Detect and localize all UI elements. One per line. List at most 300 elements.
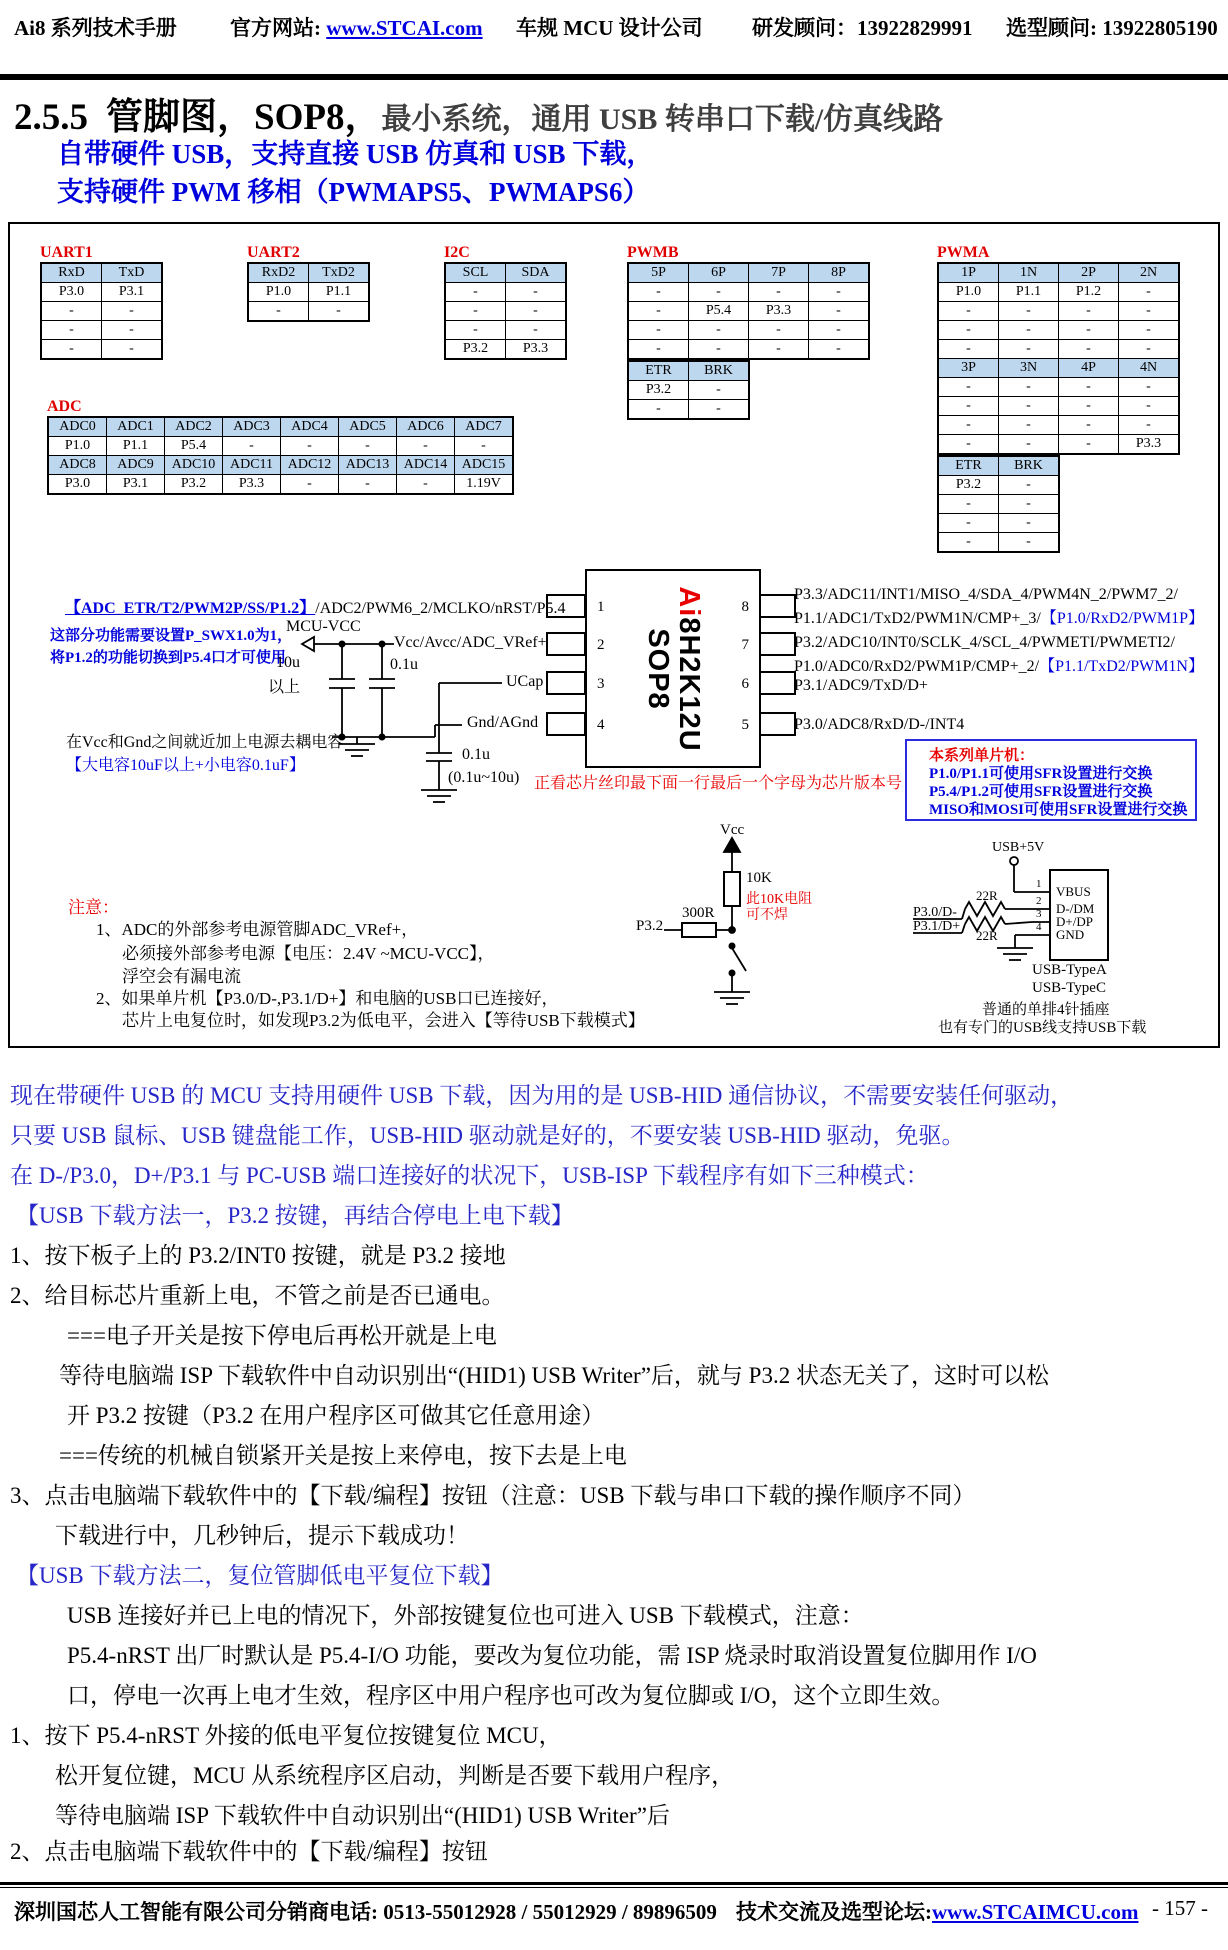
pwmb-etr-table bbox=[627, 360, 750, 420]
table-cell: - bbox=[938, 378, 999, 397]
table-cell: P3.0 bbox=[48, 475, 107, 495]
table-cell: - bbox=[628, 340, 689, 360]
pin8-label-line1: P3.3/ADC11/INT1/MISO_4/SDA_4/PWM4N_2/PWM7_2/ bbox=[794, 586, 1178, 603]
table-row bbox=[628, 321, 869, 340]
subtitle-line1: 自带硬件 USB，支持直接 USB 仿真和 USB 下载， bbox=[57, 139, 654, 169]
table-cell: P3.3 bbox=[506, 340, 567, 360]
table-cell: - bbox=[281, 475, 339, 495]
i2c-pin-table bbox=[444, 262, 567, 360]
conn-note1: 普通的单排4针插座 bbox=[982, 1002, 1110, 1018]
table-cell: - bbox=[1059, 302, 1119, 321]
conn-pin2: 2 bbox=[1036, 895, 1042, 907]
table-cell: - bbox=[809, 340, 870, 360]
table-cell: - bbox=[1059, 397, 1119, 416]
subtitle-line2: 支持硬件 PWM 移相（PWMAPS5、PWMAPS6） bbox=[57, 177, 650, 207]
table-row bbox=[938, 397, 1179, 416]
table-cell: P3.3 bbox=[1119, 435, 1180, 455]
table-header-row bbox=[48, 417, 513, 437]
adc-pin-table bbox=[47, 416, 514, 495]
table-row bbox=[41, 302, 162, 321]
column-header-cell: ADC5 bbox=[339, 417, 397, 437]
r22-top-label: 22R bbox=[976, 888, 998, 903]
table-cell: - bbox=[749, 340, 809, 360]
table-cell: - bbox=[445, 302, 506, 321]
table-row bbox=[445, 283, 566, 302]
table-row bbox=[938, 416, 1179, 435]
table-header-row bbox=[445, 263, 566, 283]
table-row bbox=[938, 302, 1179, 321]
column-header-cell: 4N bbox=[1119, 359, 1180, 378]
body-line: ===传统的机械自锁紧开关是按上来停电，按下去是上电 bbox=[59, 1443, 627, 1468]
pin7-label-line2 bbox=[794, 653, 1204, 676]
table-cell: - bbox=[809, 302, 870, 321]
table-row bbox=[41, 340, 162, 360]
table-row bbox=[938, 514, 1059, 533]
r300-label: 300R bbox=[682, 905, 715, 921]
table-cell: - bbox=[689, 321, 749, 340]
section-number: 2.5.5 bbox=[14, 97, 88, 138]
table-cell: - bbox=[1119, 378, 1180, 397]
body-line: ===电子开关是按下停电后再松开就是上电 bbox=[67, 1323, 497, 1348]
p30-dminus-label: P3.0/D- bbox=[913, 905, 957, 920]
conn-pin3: 3 bbox=[1036, 908, 1042, 920]
pwma-title: PWMA bbox=[937, 244, 990, 261]
table-cell: - bbox=[102, 302, 163, 321]
column-header-cell: RxD2 bbox=[248, 263, 309, 283]
table-row bbox=[628, 340, 869, 360]
conn-note2: 也有专门的USB线支持USB下载 bbox=[938, 1020, 1147, 1036]
table-header-row bbox=[938, 263, 1179, 283]
uart2-title: UART2 bbox=[247, 244, 300, 261]
table-cell: - bbox=[938, 416, 999, 435]
body-line: 等待电脑端 ISP 下载软件中自动识别出“(HID1) USB Writer”后，就与 P3.2 状态无关了，这时可以松 bbox=[59, 1363, 1049, 1388]
table-cell: - bbox=[938, 533, 999, 553]
conn-dp-label: D+/DP bbox=[1056, 914, 1093, 929]
table-cell: - bbox=[1119, 302, 1180, 321]
body-line: 【USB 下载方法二，复位管脚低电平复位下载】 bbox=[16, 1563, 504, 1588]
footer-company: 深圳国芯人工智能有限公司 bbox=[14, 1900, 266, 1924]
table-cell: P3.3 bbox=[749, 302, 809, 321]
chip-model: 8H2K12U bbox=[673, 616, 705, 752]
table-cell: P1.2 bbox=[1059, 283, 1119, 302]
table-cell: - bbox=[999, 416, 1059, 435]
table-cell: 1.19V bbox=[455, 475, 514, 495]
body-line: 下载进行中，几秒钟后，提示下载成功！ bbox=[55, 1523, 469, 1548]
column-header-cell: ADC8 bbox=[48, 456, 107, 475]
i2c-title: I2C bbox=[444, 244, 470, 261]
selection-contact: 选型顾问: 13922805190 bbox=[1006, 16, 1218, 40]
table-row bbox=[938, 340, 1179, 359]
table-cell: - bbox=[689, 381, 750, 400]
conn-pin4: 4 bbox=[1036, 921, 1042, 933]
table-cell: P1.1 bbox=[999, 283, 1059, 302]
body-line: 口，停电一次再上电才生效，程序区中用户程序也可改为复位脚或 I/O，这个立即生效。 bbox=[67, 1683, 955, 1708]
section-title-main: 管脚图，SOP8， bbox=[106, 97, 382, 138]
forum-label: 技术交流及选型论坛: bbox=[736, 1900, 932, 1924]
series-heading: 本系列单片机： bbox=[929, 748, 1035, 764]
pin-number-6: 6 bbox=[741, 676, 749, 692]
column-header-cell: ETR bbox=[628, 361, 689, 381]
table-cell: - bbox=[309, 302, 370, 322]
table-cell: - bbox=[1119, 340, 1180, 359]
chip-package: SOP8 bbox=[642, 627, 674, 710]
pin8-label-line2-blue: 【P1.0/RxD2/PWM1P】 bbox=[1040, 610, 1204, 627]
table-row bbox=[41, 321, 162, 340]
pwma-pin-table bbox=[937, 262, 1180, 455]
table-row bbox=[628, 283, 869, 302]
table-cell: P3.2 bbox=[445, 340, 506, 360]
conn-gnd-label: GND bbox=[1056, 927, 1085, 942]
table-cell: - bbox=[445, 321, 506, 340]
table-row bbox=[445, 302, 566, 321]
body-line: 2、给目标芯片重新上电，不管之前是否已通电。 bbox=[10, 1283, 505, 1308]
table-cell: - bbox=[506, 283, 567, 302]
cap-01u-label: 0.1u bbox=[390, 656, 418, 673]
body-line: 1、按下板子上的 P3.2/INT0 按键，就是 P3.2 接地 bbox=[10, 1243, 506, 1268]
column-header-cell: 2P bbox=[1059, 263, 1119, 283]
column-header-cell: ADC4 bbox=[281, 417, 339, 437]
column-header-cell: ADC3 bbox=[223, 417, 281, 437]
usb5v-label: USB+5V bbox=[992, 840, 1045, 855]
pwmb-table bbox=[627, 244, 870, 420]
table-cell: - bbox=[689, 340, 749, 360]
r10k-note1: 此10K电阻 bbox=[746, 892, 813, 907]
table-row bbox=[938, 283, 1179, 302]
table-cell: - bbox=[41, 302, 102, 321]
table-cell: P3.3 bbox=[223, 475, 281, 495]
table-cell: - bbox=[339, 437, 397, 456]
column-header-cell: 3N bbox=[999, 359, 1059, 378]
table-cell: - bbox=[1119, 321, 1180, 340]
i2c-table bbox=[444, 244, 567, 360]
table-cell: - bbox=[999, 340, 1059, 359]
table-header-row bbox=[628, 263, 869, 283]
table-cell: - bbox=[938, 321, 999, 340]
table-row bbox=[938, 435, 1179, 455]
table-cell: P3.1 bbox=[102, 283, 163, 302]
series-info-box bbox=[905, 739, 1197, 821]
column-header-cell: ADC10 bbox=[165, 456, 223, 475]
table-cell: - bbox=[339, 475, 397, 495]
pin-number-2: 2 bbox=[597, 637, 605, 653]
official-site-link[interactable]: www.STCAI.com bbox=[326, 16, 483, 40]
table-cell: - bbox=[1119, 397, 1180, 416]
table-row bbox=[48, 437, 513, 456]
table-row bbox=[938, 495, 1059, 514]
note-line5: 芯片上电复位时，如发现P3.2为低电平，会进入【等待USB下载模式】 bbox=[122, 1011, 645, 1030]
body-line: 【USB 下载方法一，P3.2 按键，再结合停电上电下载】 bbox=[16, 1203, 574, 1228]
column-header-cell: ADC2 bbox=[165, 417, 223, 437]
column-header-cell: BRK bbox=[689, 361, 750, 381]
column-header-cell: BRK bbox=[999, 456, 1060, 476]
pin6-label: P3.1/ADC9/TxD/D+ bbox=[794, 677, 928, 694]
table-row bbox=[445, 340, 566, 360]
pin8-label-line2-black: P1.1/ADC1/TxD2/PWM1N/CMP+_3/ bbox=[794, 610, 1041, 627]
column-header-cell: 5P bbox=[628, 263, 689, 283]
section-title-rest: 最小系统，通用 USB 转串口下载/仿真线路 bbox=[381, 103, 944, 136]
ucap-range-label: (0.1u~10u) bbox=[448, 769, 520, 786]
site-label: 官方网站: bbox=[230, 16, 327, 40]
table-cell: P3.0 bbox=[41, 283, 102, 302]
table-cell: - bbox=[455, 437, 514, 456]
mcu-vcc-label: MCU-VCC bbox=[286, 618, 361, 635]
table-cell: P1.1 bbox=[107, 437, 165, 456]
cap-10u-label: 10u bbox=[276, 654, 300, 671]
table-cell: - bbox=[938, 495, 999, 514]
footer-rule-thick bbox=[0, 1882, 1228, 1885]
table-cell: - bbox=[1059, 321, 1119, 340]
table-cell: - bbox=[938, 302, 999, 321]
conn-vbus-label: VBUS bbox=[1056, 884, 1091, 899]
table-cell: - bbox=[102, 321, 163, 340]
table-cell: - bbox=[809, 321, 870, 340]
table-cell: - bbox=[397, 437, 455, 456]
table-row bbox=[628, 381, 749, 400]
pin-number-1: 1 bbox=[597, 599, 605, 615]
table-cell: - bbox=[628, 321, 689, 340]
column-header-cell: ADC0 bbox=[48, 417, 107, 437]
column-header-cell: 4P bbox=[1059, 359, 1119, 378]
cap-10u-label2: 以上 bbox=[268, 679, 301, 696]
table-row bbox=[445, 321, 566, 340]
company-tagline: 车规 MCU 设计公司 bbox=[516, 16, 703, 40]
swx-note-line1: 这部分功能需要设置P_SWX1.0为1， bbox=[50, 628, 293, 644]
table-cell: - bbox=[41, 340, 102, 360]
table-cell: P5.4 bbox=[689, 302, 749, 321]
pin-number-8: 8 bbox=[741, 599, 749, 615]
body-line: 开 P3.2 按键（P3.2 在用户程序区可做其它任意用途） bbox=[67, 1403, 605, 1428]
table-cell: - bbox=[999, 397, 1059, 416]
table-row bbox=[628, 302, 869, 321]
pinout-diagram bbox=[8, 222, 1220, 1048]
pin-number-3: 3 bbox=[597, 676, 605, 692]
column-header-cell: 1N bbox=[999, 263, 1059, 283]
usb-typec-label: USB-TypeC bbox=[1032, 980, 1106, 996]
table-cell: - bbox=[999, 378, 1059, 397]
column-header-cell: ETR bbox=[938, 456, 999, 476]
body-line: 3、点击电脑端下载软件中的【下载/编程】按钮（注意：USB 下载与串口下载的操作顺序不同） bbox=[10, 1483, 976, 1508]
body-line: 只要 USB 鼠标、USB 键盘能工作，USB-HID 驱动就是好的，不要安装 USB-HID 驱动，免驱。 bbox=[10, 1123, 965, 1148]
table-cell: P3.1 bbox=[107, 475, 165, 495]
footer-forum bbox=[736, 1896, 1139, 1926]
column-header-cell: 2N bbox=[1119, 263, 1180, 283]
column-header-cell: SDA bbox=[506, 263, 567, 283]
table-cell: - bbox=[689, 400, 750, 420]
note-line2: 必须接外部参考电源【电压：2.4V ~MCU-VCC】， bbox=[122, 944, 495, 963]
pin5-label: P3.0/ADC8/RxD/D-/INT4 bbox=[794, 716, 965, 733]
table-cell: P3.2 bbox=[165, 475, 223, 495]
table-row bbox=[628, 400, 749, 420]
table-cell: - bbox=[223, 437, 281, 456]
column-header-cell: ADC13 bbox=[339, 456, 397, 475]
table-cell: - bbox=[628, 283, 689, 302]
body-line: 等待电脑端 ISP 下载软件中自动识别出“(HID1) USB Writer”后 bbox=[55, 1803, 670, 1828]
table-cell: - bbox=[749, 283, 809, 302]
uart1-pin-table bbox=[40, 262, 163, 360]
table-row bbox=[938, 533, 1059, 553]
p32-label: P3.2 bbox=[636, 918, 664, 934]
table-cell: P1.0 bbox=[248, 283, 309, 302]
vcc-label: Vcc bbox=[720, 822, 745, 838]
column-header-cell: TxD2 bbox=[309, 263, 370, 283]
table-row bbox=[248, 302, 369, 322]
uart2-pin-table bbox=[247, 262, 370, 322]
column-header-cell: ADC7 bbox=[455, 417, 514, 437]
series-line1: P1.0/P1.1可使用SFR设置进行交换 bbox=[929, 766, 1153, 782]
table-cell: - bbox=[1059, 378, 1119, 397]
table-header-row bbox=[938, 359, 1179, 378]
table-row bbox=[938, 476, 1059, 495]
series-line2: P5.4/P1.2可使用SFR设置进行交换 bbox=[929, 784, 1153, 800]
chip-sop8 bbox=[585, 569, 761, 768]
conn-dm-label: D-/DM bbox=[1056, 901, 1095, 916]
forum-link[interactable]: www.STCAIMCU.com bbox=[932, 1900, 1139, 1924]
table-cell: P1.1 bbox=[309, 283, 370, 302]
table-cell: - bbox=[999, 302, 1059, 321]
table-cell: P3.2 bbox=[628, 381, 689, 400]
table-header-row bbox=[41, 263, 162, 283]
chip-version-note: 正看芯片丝印最下面一行最后一个字母为芯片版本号 bbox=[534, 775, 903, 792]
table-cell: - bbox=[999, 495, 1060, 514]
r22-bottom-label: 22R bbox=[976, 928, 998, 943]
rd-contact: 研发顾问：13922829991 bbox=[752, 16, 973, 40]
table-cell: P3.2 bbox=[938, 476, 999, 495]
table-cell: - bbox=[1059, 435, 1119, 455]
table-cell: - bbox=[749, 321, 809, 340]
series-line3: MISO和MOSI可使用SFR设置进行交换 bbox=[929, 802, 1188, 818]
table-cell: - bbox=[999, 321, 1059, 340]
table-cell: - bbox=[41, 321, 102, 340]
footer-phones: 分销商电话: 0513-55012928 / 55012929 / 89896509 bbox=[266, 1900, 717, 1924]
body-line: P5.4-nRST 出厂时默认是 P5.4-I/O 功能，要改为复位功能，需 ISP 烧录时取消设置复位脚用作 I/O bbox=[67, 1643, 1037, 1668]
pin7-label-line1: P3.2/ADC10/INT0/SCLK_4/SCL_4/PWMETI/PWMETI2/ bbox=[794, 634, 1175, 651]
table-cell: - bbox=[1119, 283, 1180, 302]
p31-dplus-label: P3.1/D+ bbox=[913, 919, 961, 934]
pin-number-4: 4 bbox=[597, 717, 605, 733]
uart1-table bbox=[40, 244, 163, 360]
pin-number-7: 7 bbox=[741, 637, 749, 653]
table-cell: - bbox=[999, 435, 1059, 455]
pin1-alt-function: 【ADC_ETR/T2/PWM2P/SS/P1.2】 bbox=[65, 600, 316, 617]
pin8-label-line2 bbox=[794, 605, 1204, 628]
column-header-cell: ADC1 bbox=[107, 417, 165, 437]
chip-label bbox=[642, 586, 704, 751]
chip-brand: Ai bbox=[673, 585, 705, 617]
table-cell: - bbox=[999, 533, 1060, 553]
column-header-cell: ADC11 bbox=[223, 456, 281, 475]
decoupling-note1: 在Vcc和Gnd之间就近加上电源去耦电容 bbox=[66, 734, 344, 751]
column-header-cell: SCL bbox=[445, 263, 506, 283]
table-row bbox=[938, 378, 1179, 397]
table-cell: - bbox=[397, 475, 455, 495]
table-cell: - bbox=[506, 302, 567, 321]
note-line1: 1、ADC的外部参考电源管脚ADC_VRef+， bbox=[96, 920, 419, 939]
table-cell: - bbox=[445, 283, 506, 302]
footer-rule-thin bbox=[0, 1887, 1228, 1888]
pin4-label: Gnd/AGnd bbox=[467, 714, 539, 731]
adc-table bbox=[47, 398, 514, 495]
notes-heading: 注意： bbox=[68, 898, 119, 917]
column-header-cell: ADC6 bbox=[397, 417, 455, 437]
table-cell: - bbox=[248, 302, 309, 322]
pwmb-title: PWMB bbox=[627, 244, 679, 261]
pwma-etr-table bbox=[937, 455, 1060, 553]
swx-note-line2: 将P1.2的功能切换到P5.4口才可使用 bbox=[50, 650, 286, 666]
column-header-cell: 3P bbox=[938, 359, 999, 378]
header-rule bbox=[0, 74, 1228, 80]
table-cell: - bbox=[809, 283, 870, 302]
table-cell: - bbox=[938, 340, 999, 359]
pin2-label: Vcc/Avcc/ADC_VRef+ bbox=[394, 634, 547, 651]
table-row bbox=[48, 475, 513, 495]
column-header-cell: RxD bbox=[41, 263, 102, 283]
usb-typea-label: USB-TypeA bbox=[1032, 962, 1107, 978]
body-line: 在 D-/P3.0，D+/P3.1 与 PC-USB 端口连接好的状况下，USB-ISP 下载程序有如下三种模式： bbox=[10, 1163, 929, 1188]
body-line: 2、点击电脑端下载软件中的【下载/编程】按钮 bbox=[10, 1839, 488, 1864]
table-cell: - bbox=[938, 435, 999, 455]
table-row bbox=[938, 321, 1179, 340]
table-cell: - bbox=[938, 397, 999, 416]
column-header-cell: TxD bbox=[102, 263, 163, 283]
body-line: 1、按下 P5.4-nRST 外接的低电平复位按键复位 MCU， bbox=[10, 1723, 562, 1748]
table-cell: - bbox=[999, 476, 1060, 495]
table-cell: - bbox=[1059, 416, 1119, 435]
pin3-label: UCap bbox=[506, 673, 544, 690]
pin1-label bbox=[65, 595, 566, 618]
column-header-cell: ADC12 bbox=[281, 456, 339, 475]
table-header-row bbox=[628, 361, 749, 381]
table-cell: - bbox=[506, 321, 567, 340]
pin-number-5: 5 bbox=[741, 717, 749, 733]
r10k-label: 10K bbox=[746, 870, 772, 886]
body-line: 松开复位键，MCU 从系统程序区启动，判断是否要下载用户程序， bbox=[55, 1763, 735, 1788]
page-number: - 157 - bbox=[1152, 1896, 1208, 1920]
official-site bbox=[230, 12, 483, 42]
pin7-label-line2-blue: 【P1.1/TxD2/PWM1N】 bbox=[1039, 658, 1204, 675]
table-cell: - bbox=[938, 514, 999, 533]
table-cell: - bbox=[1119, 416, 1180, 435]
column-header-cell: 1P bbox=[938, 263, 999, 283]
table-cell: P5.4 bbox=[165, 437, 223, 456]
table-cell: - bbox=[628, 302, 689, 321]
body-line: USB 连接好并已上电的情况下，外部按键复位也可进入 USB 下载模式，注意： bbox=[67, 1603, 864, 1628]
pwmb-pin-table bbox=[627, 262, 870, 360]
manual-title: Ai8 系列技术手册 bbox=[14, 16, 177, 40]
table-cell: - bbox=[628, 400, 689, 420]
note-line3: 浮空会有漏电流 bbox=[122, 967, 241, 986]
column-header-cell: 8P bbox=[809, 263, 870, 283]
pin1-main-function: /ADC2/PWM6_2/MCLKO/nRST/P5.4 bbox=[315, 600, 566, 617]
column-header-cell: ADC15 bbox=[455, 456, 514, 475]
conn-pin1: 1 bbox=[1036, 878, 1042, 890]
table-header-row bbox=[938, 456, 1059, 476]
note-line4: 2、如果单片机【P3.0/D-,P3.1/D+】和电脑的USB口已连接好， bbox=[96, 989, 559, 1008]
uart1-title: UART1 bbox=[40, 244, 93, 261]
table-cell: - bbox=[1059, 340, 1119, 359]
table-cell: - bbox=[999, 514, 1060, 533]
table-cell: - bbox=[689, 283, 749, 302]
r10k-note2: 可不焊 bbox=[746, 908, 788, 923]
table-row bbox=[248, 283, 369, 302]
column-header-cell: ADC14 bbox=[397, 456, 455, 475]
pin7-label-line2-black: P1.0/ADC0/RxD2/PWM1P/CMP+_2/ bbox=[794, 658, 1040, 675]
table-header-row bbox=[48, 456, 513, 475]
uart2-table bbox=[247, 244, 370, 322]
table-cell: - bbox=[102, 340, 163, 360]
body-line: 现在带硬件 USB 的 MCU 支持用硬件 USB 下载，因为用的是 USB-HID 通信协议，不需要安装任何驱动， bbox=[10, 1083, 1074, 1108]
ucap-value-label: 0.1u bbox=[462, 746, 490, 763]
table-cell: P1.0 bbox=[48, 437, 107, 456]
